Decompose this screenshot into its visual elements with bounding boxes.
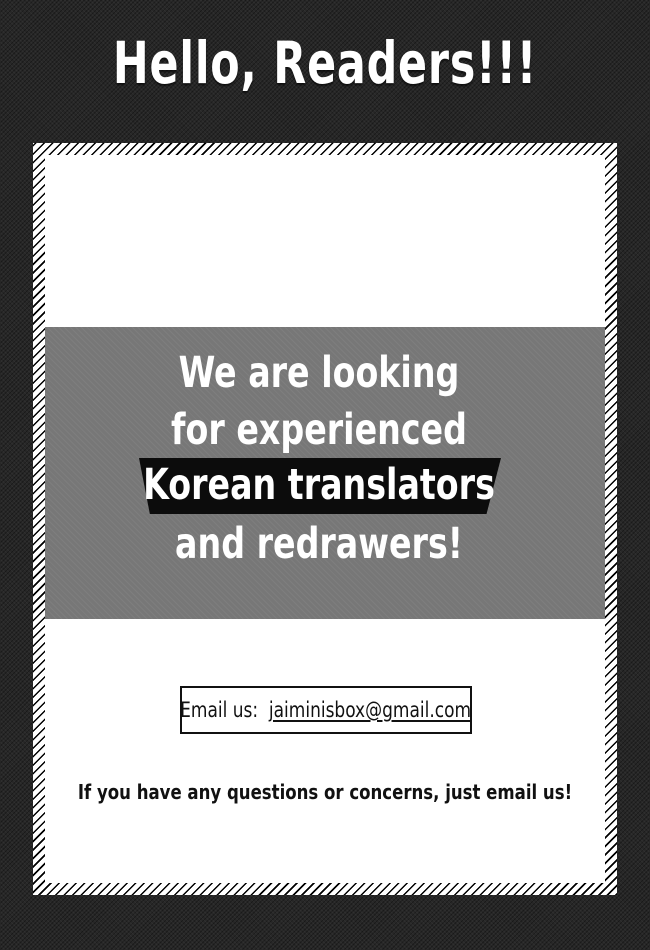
page-title: Hello, Readers!!! <box>112 29 538 97</box>
email-address[interactable]: jaiminisbox@gmail.com <box>269 698 472 722</box>
email-label: Email us: <box>180 698 259 722</box>
announcement-banner <box>45 327 605 619</box>
email-contact-box[interactable] <box>180 686 472 734</box>
footnote-text: If you have any questions or concerns, just email us! <box>77 780 573 804</box>
announcement-line-2: for experienced <box>171 405 467 455</box>
highlight-ribbon <box>45 458 605 514</box>
ribbon-label: Korean translators <box>143 460 495 510</box>
hatched-frame <box>33 143 617 895</box>
email-line <box>181 698 472 722</box>
announcement-line-4: and redrawers! <box>175 519 463 569</box>
poster-card <box>45 155 605 883</box>
announcement-line-1: We are looking <box>178 348 460 398</box>
